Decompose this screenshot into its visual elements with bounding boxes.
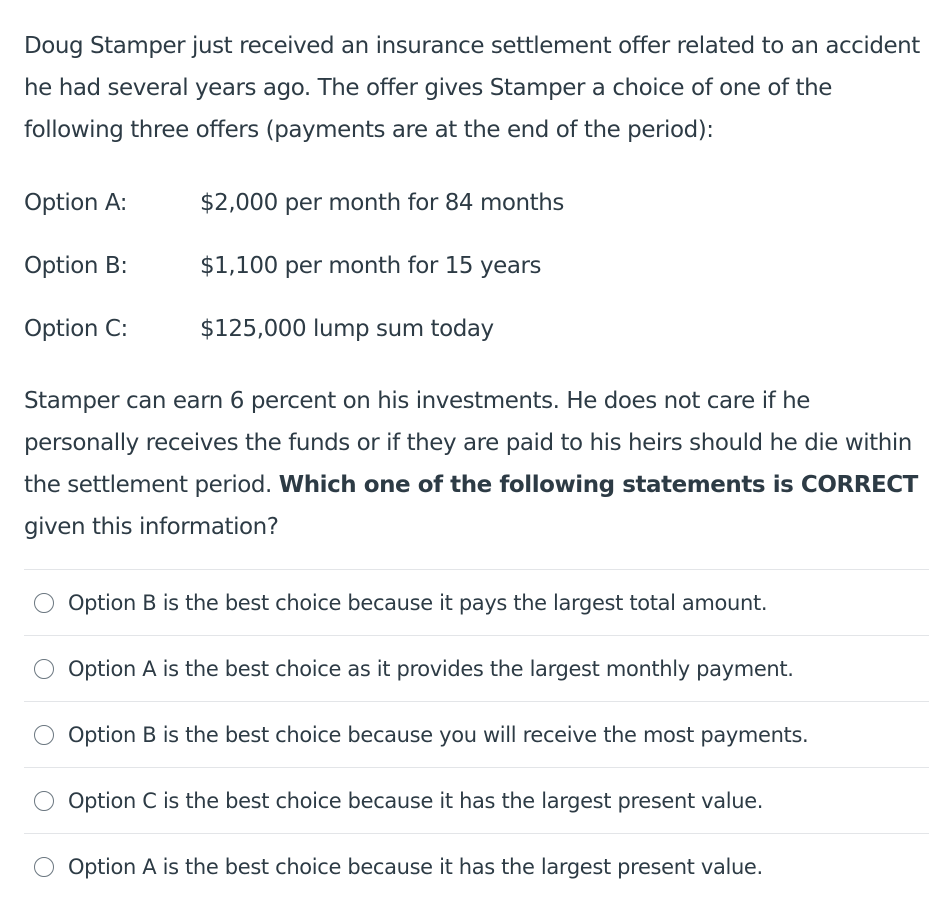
offer-option-a: [24, 171, 924, 234]
question-intro: Doug Stamper just received an insurance settlement offer related to an accident he had several years ago. The offer gives Stamper a choice of one of the following three offers (payments are at the end of the period):: [24, 33, 920, 143]
offer-option-b: [24, 234, 924, 297]
offer-option-value: $125,000 lump sum today: [200, 315, 494, 342]
offer-option-value: $2,000 per month for 84 months: [200, 189, 564, 216]
answer-option[interactable]: [24, 570, 929, 636]
radio-button-icon[interactable]: [34, 725, 54, 745]
question-body: [24, 380, 924, 548]
radio-button-icon[interactable]: [34, 857, 54, 877]
answer-option[interactable]: [24, 768, 929, 834]
answer-label: Option B is the best choice because it pays the largest total amount.: [68, 590, 768, 615]
answer-option[interactable]: [24, 636, 929, 702]
answer-label: Option B is the best choice because you will receive the most payments.: [68, 722, 809, 747]
radio-button-icon[interactable]: [34, 659, 54, 679]
question-body-text: Stamper can earn 6 percent on his investments. He does not care if he personally receives the funds or if they are paid to his heirs should he die within the settlement period.: [24, 388, 912, 498]
offer-option-label: Option C:: [24, 315, 128, 342]
answer-label: Option A is the best choice as it provides the largest monthly payment.: [68, 656, 794, 681]
answer-label: Option C is the best choice because it has the largest present value.: [68, 788, 764, 813]
question-emphasis: Which one of the following statements is CORRECT: [278, 472, 918, 498]
answer-list: [24, 569, 929, 899]
radio-button-icon[interactable]: [34, 593, 54, 613]
offer-option-value: $1,100 per month for 15 years: [200, 252, 542, 279]
question-stem: [24, 25, 924, 548]
answer-option[interactable]: [24, 702, 929, 768]
offer-option-label: Option B:: [24, 252, 128, 279]
answer-label: Option A is the best choice because it has the largest present value.: [68, 854, 763, 879]
radio-button-icon[interactable]: [34, 791, 54, 811]
offer-option-label: Option A:: [24, 189, 128, 216]
answer-option[interactable]: [24, 834, 929, 899]
offer-options: [24, 171, 924, 360]
question-body-tail: given this information?: [24, 514, 279, 540]
offer-option-c: [24, 297, 924, 360]
